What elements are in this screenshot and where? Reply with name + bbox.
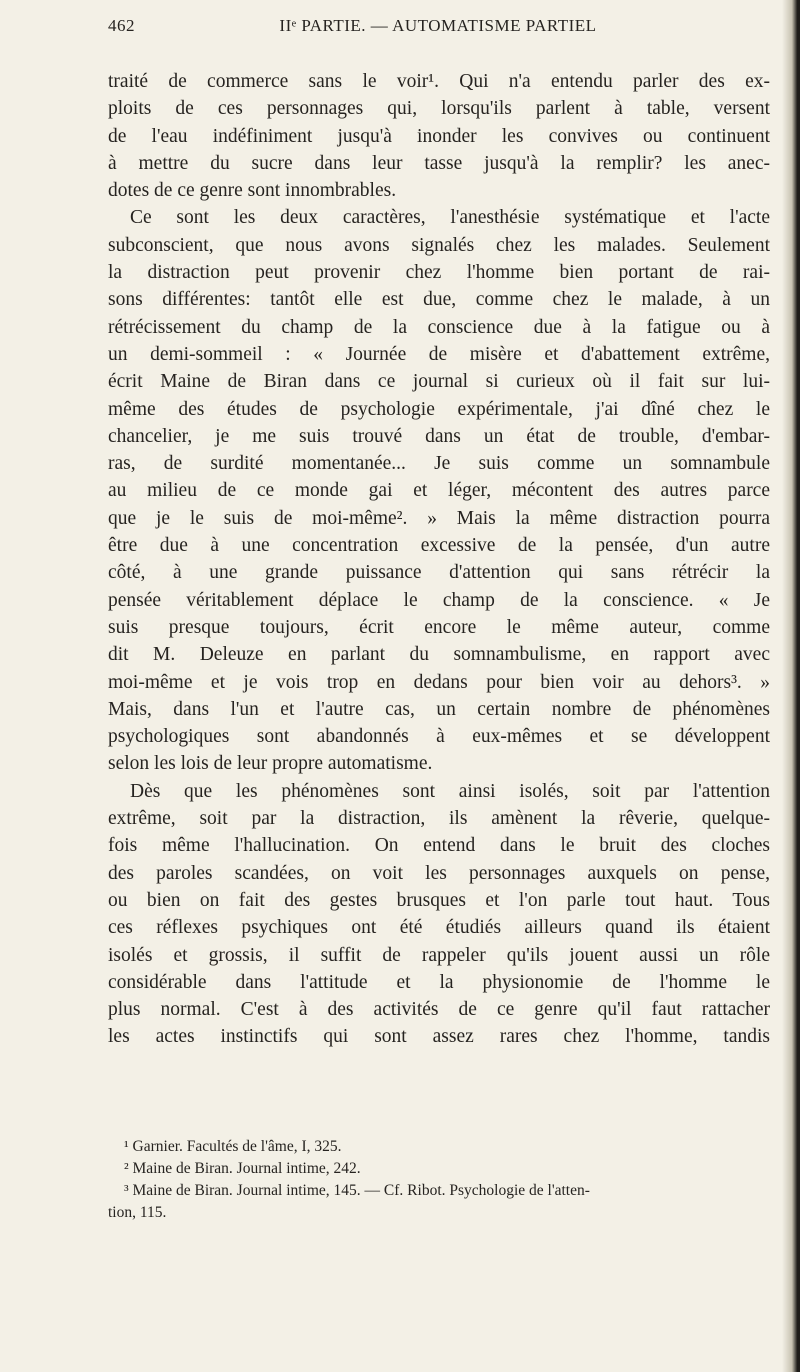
- text-line: fois même l'hallucination. On entend dans le bruit des cloches: [108, 835, 770, 857]
- text-line: psychologiques sont abandonnés à eux-mêmes et se développent: [108, 726, 770, 748]
- footnote: ¹ Garnier. Facultés de l'âme, I, 325.: [124, 1138, 342, 1155]
- text-line: de l'eau indéfiniment jusqu'à inonder les convives ou continuent: [108, 125, 770, 147]
- page-header: [108, 16, 768, 40]
- page-edge-shadow: [782, 0, 800, 1372]
- text-line: Mais, dans l'un et l'autre cas, un certain nombre de phénomènes: [108, 698, 770, 720]
- text-line: que je le suis de moi-même². » Mais la même distraction pourra: [108, 507, 770, 529]
- text-line: être due à une concentration excessive de la pensée, d'un autre: [108, 535, 770, 557]
- text-line: écrit Maine de Biran dans ce journal si curieux où il fait sur lui-: [108, 371, 770, 393]
- text-line: même des études de psychologie expérimentale, j'ai dîné chez le: [108, 398, 770, 420]
- page-number: 462: [108, 16, 135, 35]
- text-line: considérable dans l'attitude et la physionomie de l'homme le: [108, 971, 770, 993]
- text-line: moi-même et je vois trop en dedans pour bien voir au dehors³. »: [108, 671, 770, 693]
- footnotes: [108, 1136, 770, 1224]
- text-line: au milieu de ce monde gai et léger, mécontent des autres parce: [108, 480, 770, 502]
- text-line: rétrécissement du champ de la conscience due à la fatigue ou à: [108, 316, 770, 338]
- text-line: subconscient, que nous avons signalés chez les malades. Seulement: [108, 234, 770, 256]
- text-line: Ce sont les deux caractères, l'anesthésie systématique et l'acte: [130, 207, 770, 229]
- text-line: extrême, soit par la distraction, ils amènent la rêverie, quelque-: [108, 808, 770, 830]
- text-line: des paroles scandées, on voit les personnages auxquels on pense,: [108, 862, 770, 884]
- text-line: isolés et grossis, il suffit de rappeler qu'ils jouent aussi un rôle: [108, 944, 770, 966]
- text-line: ces réflexes psychiques ont été étudiés ailleurs quand ils étaient: [108, 917, 770, 939]
- footnote-continuation: tion, 115.: [108, 1204, 167, 1221]
- text-line: dit M. Deleuze en parlant du somnambulisme, en rapport avec: [108, 644, 770, 666]
- text-line: plus normal. C'est à des activités de ce genre qu'il faut rattacher: [108, 999, 770, 1021]
- footnote: ³ Maine de Biran. Journal intime, 145. — Cf. Ribot. Psychologie de l'atten-: [124, 1182, 590, 1199]
- text-line: chancelier, je me suis trouvé dans un état de trouble, d'embar-: [108, 425, 770, 447]
- body-text: [108, 68, 770, 1051]
- text-line: ou bien on fait des gestes brusques et l'on parle tout haut. Tous: [108, 889, 770, 911]
- text-line: Dès que les phénomènes sont ainsi isolés, soit par l'attention: [130, 780, 770, 802]
- text-line: suis presque toujours, écrit encore le même auteur, comme: [108, 616, 770, 638]
- text-line: sons différentes: tantôt elle est due, comme chez le malade, à un: [108, 289, 770, 311]
- text-line: dotes de ce genre sont innombrables.: [108, 180, 397, 202]
- text-line: traité de commerce sans le voir¹. Qui n'a entendu parler des ex-: [108, 71, 770, 92]
- running-title: IIᵉ PARTIE. — AUTOMATISME PARTIEL: [279, 16, 597, 35]
- footnote: ² Maine de Biran. Journal intime, 242.: [124, 1160, 361, 1177]
- text-line: côté, à une grande puissance d'attention qui sans rétrécir la: [108, 562, 770, 584]
- text-line: ras, de surdité momentanée... Je suis comme un somnambule: [108, 453, 770, 475]
- text-line: à mettre du sucre dans leur tasse jusqu'à la remplir? les anec-: [108, 152, 770, 174]
- text-line: un demi-sommeil : « Journée de misère et d'abattement extrême,: [108, 343, 770, 365]
- text-line: les actes instinctifs qui sont assez rares chez l'homme, tandis: [108, 1026, 770, 1048]
- text-line: la distraction peut provenir chez l'homme bien portant de rai-: [108, 262, 770, 284]
- text-line: pensée véritablement déplace le champ de la conscience. « Je: [108, 589, 770, 611]
- text-line: ploits de ces personnages qui, lorsqu'ils parlent à table, versent: [108, 98, 770, 120]
- text-line: selon les lois de leur propre automatisme.: [108, 753, 433, 775]
